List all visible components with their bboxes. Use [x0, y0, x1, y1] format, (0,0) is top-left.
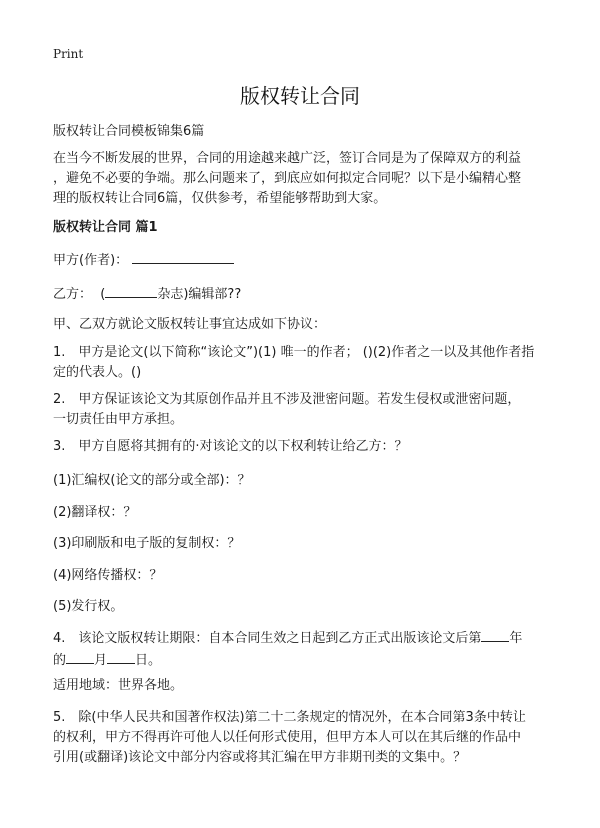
- clause-3: 3. 甲方自愿将其拥有的·对该论文的以下权利转让给乙方：？: [53, 439, 408, 454]
- clause-4-day: 日。: [135, 653, 162, 668]
- clause-4-text: 4. 该论文版权转让期限：自本合同生效之日起到乙方正式出版该论文后第: [53, 631, 482, 646]
- right-item: (2)翻译权：？: [53, 505, 137, 520]
- clause-line: 引用(或翻译)该论文中部分内容或将其汇编在甲方非期刊类的文集中。？: [53, 750, 467, 765]
- clause-line: [53, 649, 558, 671]
- intro-line: ，避免不必要的争端。那么问题来了，到底应如何拟定合同呢？以下是小编精心整: [53, 171, 522, 186]
- party-b-blank: [105, 283, 157, 298]
- party-b-label: 乙方：: [53, 287, 93, 302]
- right-item: (3)印刷版和电子版的复制权：？: [53, 536, 241, 551]
- clause-5: [53, 708, 558, 768]
- year-blank: [481, 627, 509, 642]
- right-item: (1)汇编权(论文的部分或全部)：？: [53, 473, 251, 488]
- clause-1: [53, 343, 558, 383]
- month-blank: [66, 649, 94, 664]
- clause-line: 一切责任由甲方承担。: [53, 412, 184, 427]
- document-subtitle: 版权转让合同模板锦集6篇: [53, 124, 205, 139]
- intro-paragraph: [53, 149, 558, 209]
- clause-line: 1. 甲方是论文(以下简称“该论文”)(1) 唯一的作者； ()(2)作者之一以及其他作者指: [53, 345, 535, 360]
- intro-line: 在当今不断发展的世界，合同的用途越来越广泛，签订合同是为了保障双方的利益: [53, 151, 522, 166]
- print-label: Print: [53, 47, 84, 61]
- clause-2: [53, 390, 558, 430]
- section-heading: 版权转让合同 篇1: [53, 220, 158, 235]
- clause-4: [53, 627, 558, 671]
- party-b-open: (: [100, 287, 106, 302]
- party-b-rest: 杂志)编辑部??: [157, 287, 242, 302]
- party-a-label: 甲方(作者)：: [53, 253, 129, 268]
- agreement-intro: 甲、乙双方就论文版权转让事宜达成如下协议：: [53, 317, 327, 332]
- clause-4-of: 的: [53, 653, 67, 668]
- clause-line: 2. 甲方保证该论文为其原创作品并且不涉及泄密问题。若发生侵权或泄密问题，: [53, 392, 521, 407]
- clause-4-year: 年: [509, 631, 523, 646]
- right-item: (4)网络传播权：？: [53, 568, 163, 583]
- document-title: 版权转让合同: [240, 84, 360, 108]
- clause-line: [53, 627, 558, 649]
- party-a-blank: [132, 249, 234, 264]
- party-a-line: [53, 249, 558, 271]
- clause-line: 的权利，甲方不得再许可他人以任何形式使用，但甲方本人可以在其后继的作品中: [53, 730, 522, 745]
- clause-line: 5. 除(中华人民共和国著作权法)第二十二条规定的情况外，在本合同第3条中转让: [53, 710, 526, 725]
- day-blank: [107, 649, 135, 664]
- clause-4-month: 月: [94, 653, 108, 668]
- party-b-line: [53, 283, 558, 305]
- clause-line: 定的代表人。(): [53, 365, 142, 380]
- intro-line: 理的版权转让合同6篇，仅供参考，希望能够帮助到大家。: [53, 191, 387, 206]
- right-item: (5)发行权。: [53, 599, 124, 614]
- territory-line: 适用地域：世界各地。: [53, 678, 184, 693]
